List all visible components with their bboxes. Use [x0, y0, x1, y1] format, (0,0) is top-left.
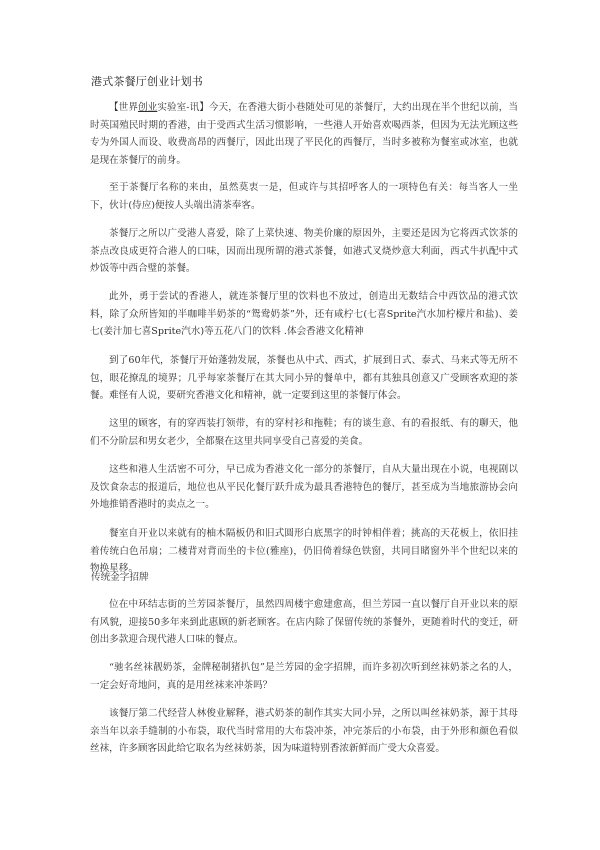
paragraph-interior: 餐室自开业以来就有的柚木隔板仍和旧式圆形白底黑字的时钟相伴着；挑高的天花板上，依旧挂着传统白色吊扇；二楼背对背而坐的卡位(雅座)，仍旧倚着绿色铁窗，共同目睹窗外半个世纪以来的物换星移。 — [90, 528, 518, 574]
paragraph-lanfangyuan: 位在中环结志街的兰芳园茶餐厅，虽然四周楼宇愈建愈高，但兰芳园一直以餐厅自开业以来的原有风貌，迎接50多年来到此惠顾的新老顾客。在店内除了保留传统的茶餐外，更随着时代的变迁，研创出多款迎合现代港人口味的餐点。 — [90, 599, 518, 645]
paragraph-name-origin: 至于茶餐厅名称的来由，虽然莫衷一是，但或许与其招呼客人的一项特色有关：每当客人一坐下，伙计(侍应)便按人头端出清茶奉客。 — [90, 182, 518, 211]
paragraph-customers: 这里的顾客，有的穿西装打领带，有的穿村衫和拖鞋；有的谈生意、有的看报纸、有的聊天，他们不分阶层和男女老少，全都聚在这里共同享受自己喜爱的美食。 — [90, 418, 518, 447]
chuangye-link[interactable]: 创业 — [137, 102, 158, 113]
paragraph-drinks: 此外，勇于尝试的香港人，就连茶餐厅里的饮料也不放过，创造出无数结合中西饮品的港式饮料，除了众所皆知的半咖啡半奶茶的“鸳鸯奶茶”外，还有咸柠七(七喜Sprite汽水加柠檬片和盐)、姜七(姜汁加七喜Sprite汽水)等五花八门的饮料 .体会香港文化精神 — [90, 291, 518, 337]
paragraph-culture: 这些和港人生活密不可分，早已成为香港文化一部分的茶餐厅，自从大量出现在小说，电视剧以及饮食杂志的报道后，地位也从平民化餐厅跃升成为最具香港特色的餐厅，甚至成为当地旅游协会向外地推销香港时的卖点之一。 — [90, 464, 518, 510]
section-subheading: 传统金字招牌 — [91, 572, 149, 583]
paragraph-60s-development: 到了60年代，茶餐厅开始蓬勃发展，茶餐也从中式、西式，扩展到日式、泰式、马来式等无所不包，眼花撩乱的境界；几乎每家茶餐厅在其大同小异的餐单中，都有其独具创意又广受顾客欢迎的茶餐。难怪有人说，要研究香港文化和精神，就一定要到这里的茶餐厅体会。 — [90, 355, 518, 401]
intro-text: 实验室-讯】今天，在香港大街小巷随处可见的茶餐厅，大约出现在半个世纪以前，当时英国殖民时期的香港，由于受西式生活习惯影响，一些港人开始喜欢喝西茶，但因为无法光顾这些专为外国人而设、收费高昂的西餐厅，因此出现了平民化的西餐厅，当时多被称为餐室或冰室，也就是现在茶餐厅的前身。 — [90, 102, 518, 166]
paragraph-intro — [90, 99, 518, 169]
paragraph-popularity: 茶餐厅之所以广受港人喜爱，除了上菜快速、物美价廉的原因外，主要还是因为它将西式饮茶的茶点改良成更符合港人的口味，因而出现所谓的港式茶餐，如港式叉烧炒意大利面，西式牛扒配中式炒饭等中西合璧的茶餐。 — [90, 228, 518, 274]
document-title: 港式茶餐厅创业计划书 — [91, 75, 203, 88]
intro-prefix: 【世界 — [109, 102, 138, 113]
paragraph-silk-stocking-tea: 该餐厅第二代经营人林俊业解释，港式奶茶的制作其实大同小异，之所以叫丝袜奶茶，源于其母亲当年以亲手缝制的小布袋，取代当时常用的大布袋冲茶，冲完茶后的小布袋，由于外形和颜色看似丝袜，许多顾客因此给它取名为丝袜奶茶，因为味道特别香浓新鲜而广受大众喜爱。 — [90, 708, 518, 754]
paragraph-signature-items: “驰名丝袜靓奶茶，金牌秘制猪扒包”是兰芳园的金字招牌，而许多初次听到丝袜奶茶之名的人，一定会好奇地问，真的是用丝袜来冲茶吗？ — [90, 662, 518, 691]
